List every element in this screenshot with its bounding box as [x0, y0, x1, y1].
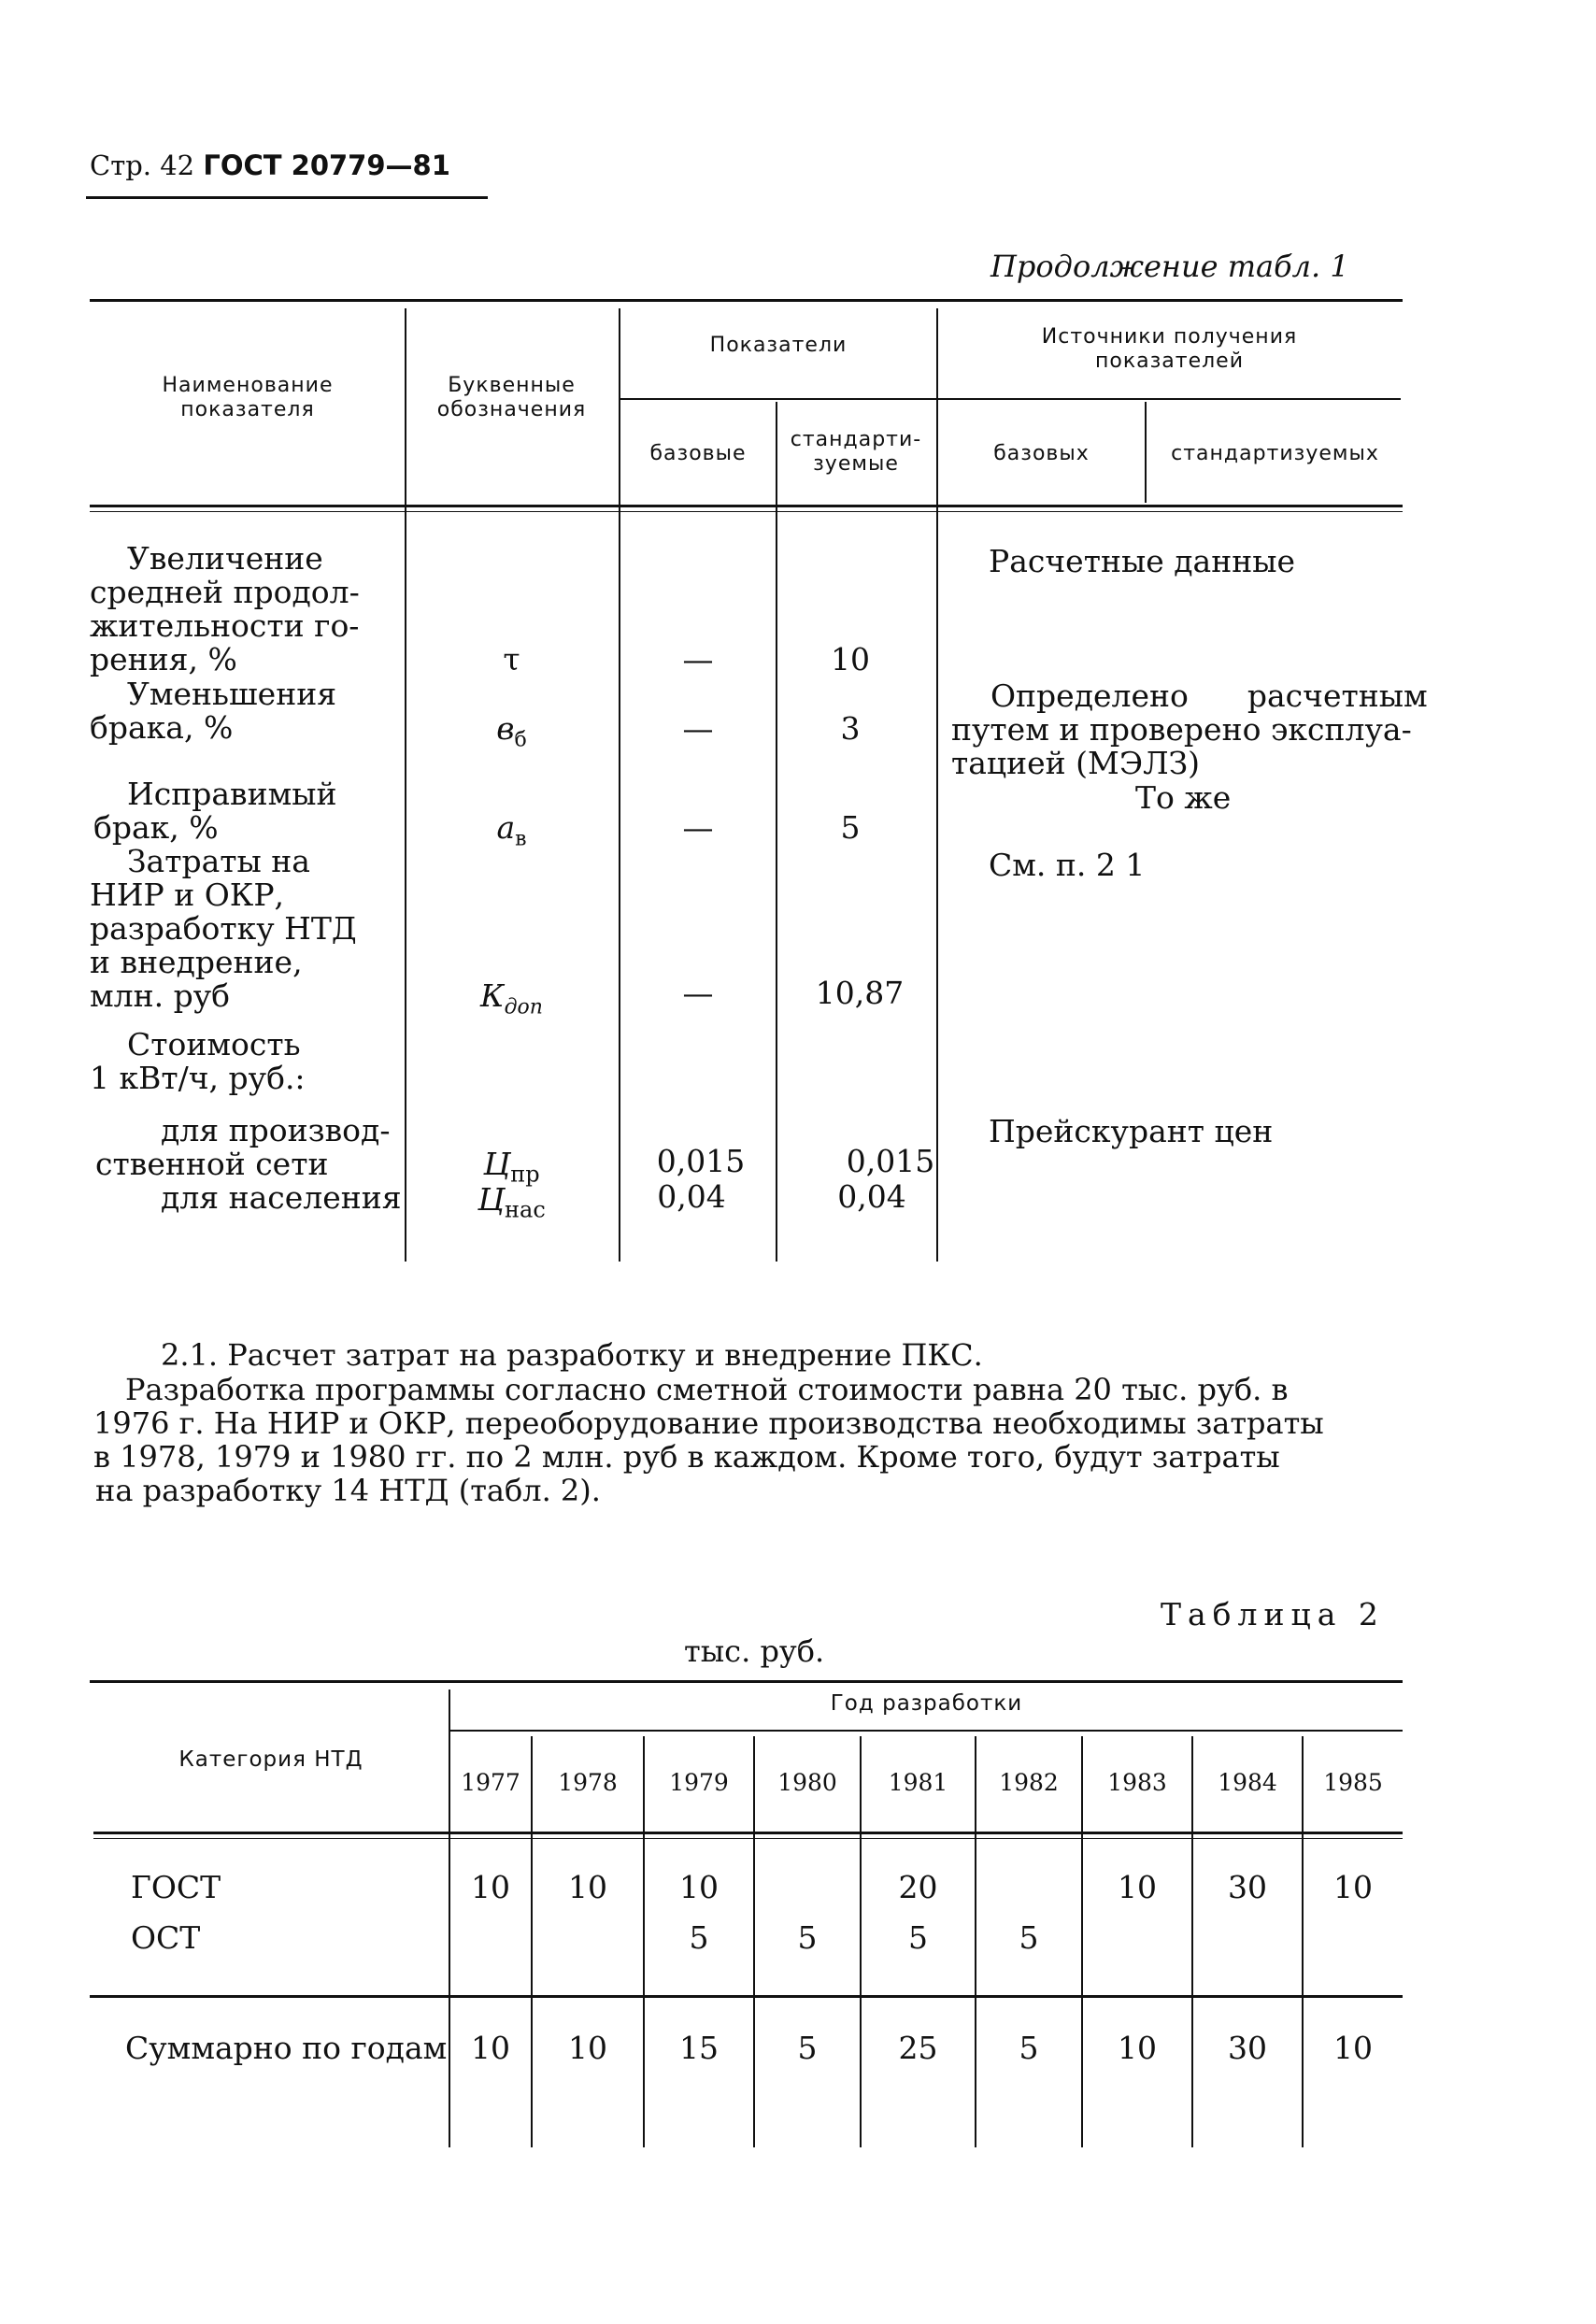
year-header-cell: 1980 — [777, 1769, 837, 1796]
table2-col-divider — [1081, 1736, 1083, 2147]
row-letter: $К_{доп}$ — [480, 977, 543, 1019]
standard-number: ГОСТ 20779—81 — [203, 150, 450, 181]
table1-header-bottom-rule — [90, 511, 1403, 512]
table2-total-cell: 15 — [679, 2030, 719, 2066]
row-letter: $Ц_{нас}$ — [477, 1181, 546, 1223]
table1-mid-rule — [619, 398, 936, 400]
table2-cell: 5 — [908, 1919, 928, 1956]
row-base-value: — — [682, 975, 714, 1011]
header-name: Наименование показателя — [162, 374, 334, 421]
header-letter: Буквенные обозначения — [436, 374, 587, 421]
table2-cell: 5 — [689, 1919, 709, 1956]
table2-header-bottom-rule — [93, 1838, 1403, 1839]
table2-total-rule — [90, 1995, 1403, 1998]
paragraph-line: Разработка программы согласно сметной стоимости равна 20 тыс. руб. в — [125, 1372, 1289, 1407]
table2-col-divider — [1302, 1736, 1304, 2147]
table1-top-rule — [90, 299, 1403, 302]
table2-title: Таблица 2 — [1161, 1596, 1385, 1633]
table2-total-cell: 25 — [898, 2030, 938, 2066]
table2-total-cell: 10 — [471, 2030, 510, 2066]
table2-units: тыс. руб. — [684, 1633, 825, 1669]
table2-cell: 10 — [1333, 1869, 1373, 1905]
table2-cell: 30 — [1228, 1869, 1267, 1905]
year-header-cell: 1984 — [1218, 1769, 1277, 1796]
year-header-cell: 1981 — [888, 1769, 948, 1796]
table2-total-cell: 5 — [797, 2030, 818, 2066]
table2-header-bottom-rule — [93, 1832, 1403, 1834]
row-name: Затраты на НИР и ОКР, разработку НТД и внедрение, млн. руб — [90, 843, 357, 1014]
row-letter: $Ц_{пр}$ — [483, 1146, 540, 1188]
table2-cell: 10 — [568, 1869, 607, 1905]
table2-col-divider — [449, 1690, 450, 2147]
table2-col-divider — [1191, 1736, 1193, 2147]
row-name: для населения — [161, 1179, 402, 1216]
table2-category-header: Категория НТД — [178, 1747, 363, 1772]
row-std-value: 0,015 — [846, 1143, 935, 1179]
header-underline — [86, 196, 488, 199]
year-header-cell: 1977 — [461, 1769, 520, 1796]
page-label: Стр. 42 — [90, 150, 195, 181]
table2-top-rule — [90, 1680, 1403, 1683]
table2-cell: 10 — [679, 1869, 719, 1905]
section-heading: 2.1. Расчет затрат на разработку и внедрение ПКС. — [161, 1337, 983, 1373]
row-std-value: 10 — [831, 641, 870, 677]
row-letter: $в_б$ — [496, 710, 527, 752]
year-header-cell: 1985 — [1323, 1769, 1383, 1796]
table2-col-divider — [531, 1736, 533, 2147]
row-base-value: — — [682, 710, 714, 747]
header-sources-std: стандартизуемых — [1171, 442, 1379, 465]
table2-row-label: ОСТ — [131, 1919, 201, 1956]
row-source: См. п. 2 1 — [989, 847, 1146, 883]
table2-cell: 5 — [1019, 1919, 1039, 1956]
row-name: Уменьшения брака, % — [90, 676, 337, 746]
table1-col-divider — [776, 402, 777, 1262]
row-name: Стоимость 1 кВт/ч, руб.: — [90, 1026, 306, 1096]
year-header-cell: 1978 — [558, 1769, 618, 1796]
table2-total-cell: 10 — [1333, 2030, 1373, 2066]
row-source: То же — [1135, 779, 1232, 816]
row-letter: τ — [503, 641, 520, 677]
row-source: Прейскурант цен — [989, 1113, 1274, 1149]
year-header-cell: 1979 — [669, 1769, 729, 1796]
table1-mid-rule — [936, 398, 1401, 400]
table2-cell: 10 — [1118, 1869, 1157, 1905]
table2-cell: 10 — [471, 1869, 510, 1905]
row-source: Определено расчетным путем и проверено эксплуа- тацией (МЭЛЗ) — [951, 677, 1428, 781]
table1-continuation: Продолжение табл. 1 — [990, 249, 1349, 284]
row-std-value: 0,04 — [837, 1178, 906, 1215]
header-sources: Источники получения показателей — [1041, 325, 1298, 373]
header-indicators-base: базовые — [649, 442, 747, 465]
table2-year-header: Год разработки — [830, 1691, 1023, 1716]
table2-total-label: Суммарно по годам — [125, 2030, 448, 2066]
table1-header-bottom-rule — [90, 505, 1403, 507]
row-base-value: — — [682, 641, 714, 677]
row-base-value: 0,015 — [656, 1143, 746, 1179]
table2-total-cell: 10 — [1118, 2030, 1157, 2066]
row-name: для производ- ственной сети — [95, 1112, 391, 1182]
header-indicators: Показатели — [709, 334, 848, 357]
row-name: Увеличение средней продол- жительности го- рения, % — [90, 540, 360, 677]
year-header-cell: 1983 — [1107, 1769, 1167, 1796]
year-header-cell: 1982 — [999, 1769, 1059, 1796]
table1-col-divider — [405, 308, 406, 1262]
row-letter: $а_в$ — [496, 809, 527, 851]
row-name: Исправимый брак, % — [93, 776, 337, 846]
paragraph-line: на разработку 14 НТД (табл. 2). — [95, 1473, 601, 1508]
row-base-value: 0,04 — [657, 1178, 726, 1215]
table2-year-rule — [450, 1730, 1403, 1732]
header-sources-base: базовых — [993, 442, 1090, 465]
page-header — [90, 150, 450, 181]
table2-cell: 5 — [797, 1919, 818, 1956]
row-base-value: — — [682, 809, 714, 846]
table2-total-cell: 10 — [568, 2030, 607, 2066]
paragraph-line: в 1978, 1979 и 1980 гг. по 2 млн. руб в каждом. Кроме того, будут затраты — [93, 1439, 1280, 1475]
table2-total-cell: 30 — [1228, 2030, 1267, 2066]
table2-total-cell: 5 — [1019, 2030, 1039, 2066]
row-std-value: 10,87 — [815, 975, 905, 1011]
paragraph-line: 1976 г. На НИР и ОКР, переоборудование производства необходимы затраты — [93, 1405, 1324, 1441]
row-std-value: 3 — [840, 710, 861, 747]
table2-row-label: ГОСТ — [131, 1869, 221, 1905]
row-source: Расчетные данные — [989, 543, 1296, 579]
header-indicators-std: стандарти- зуемые — [790, 428, 922, 476]
table2-cell: 20 — [898, 1869, 938, 1905]
row-std-value: 5 — [840, 809, 861, 846]
